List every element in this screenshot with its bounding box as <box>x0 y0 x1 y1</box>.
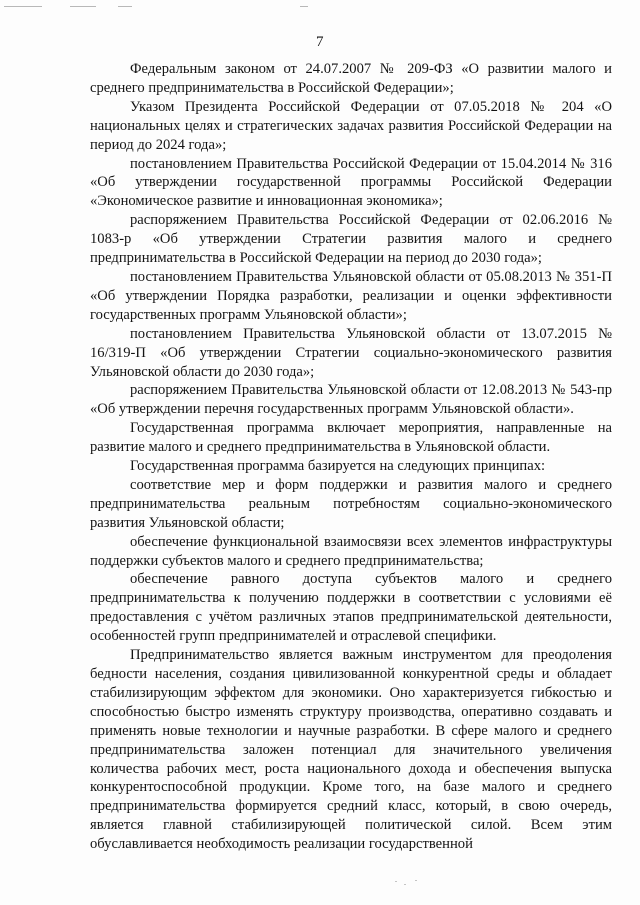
scan-artifact <box>4 6 42 7</box>
paragraph-regional-resolution-2013: постановлением Правительства Ульяновской области от 05.08.2013 № 351-П «Об утверждении Порядка разработки, реализации и оценки эффективности государственных программ Ульяновской области»; <box>90 268 612 323</box>
scan-artifact <box>415 880 417 881</box>
paragraph-program-activities: Государственная программа включает мероприятия, направленные на развитие малого и среднего предпринимательства в Ульяновской области. <box>90 420 612 456</box>
scan-artifact <box>300 6 308 7</box>
paragraph-federal-law: Федеральным законом от 24.07.2007 № 209-ФЗ «О развитии малого и среднего предпринимательства в Российской Федерации»; <box>90 61 612 96</box>
paragraph-principle-interconnection: обеспечение функциональной взаимосвязи всех элементов инфраструктуры поддержки субъектов малого и среднего предпринимательства; <box>90 533 612 569</box>
paragraph-regional-order-2013: распоряжением Правительства Ульяновской области от 12.08.2013 № 543-пр «Об утверждении перечня государственных программ Ульяновской области». <box>90 382 612 418</box>
document-body <box>90 60 612 854</box>
paragraph-government-resolution-2014: постановлением Правительства Российской Федерации от 15.04.2014 № 316 «Об утверждении государственной программы Российской Федерации «Экономическое развитие и инновационная экономика»; <box>90 155 612 210</box>
paragraph-principles-intro: Государственная программа базируется на следующих принципах: <box>130 458 546 475</box>
paragraph-government-order-2016: распоряжением Правительства Российской Федерации от 02.06.2016 № 1083-р «Об утверждении Стратегии развития малого и среднего предпринимательства в Российской Федерации на период до 2030 года»; <box>90 212 612 267</box>
scan-artifact <box>404 884 406 885</box>
paragraph-regional-resolution-2015: постановлением Правительства Ульяновской области от 13.07.2015 № 16/319-П «Об утверждении Стратегии социально-экономического развития Ульяновской области до 2030 года»; <box>90 325 612 380</box>
paragraph-principle-equal-access: обеспечение равного доступа субъектов малого и среднего предпринимательства к получению поддержки в соответствии с условиями её предоставления с учётом различных этапов предпринимательской деятельности, особенностей групп предпринимателей и отраслевой специфики. <box>90 571 612 645</box>
paragraph-principle-correspondence: соответствие мер и форм поддержки и развития малого и среднего предпринимательства реальным потребностям социально-экономического развития Ульяновской области; <box>90 476 612 531</box>
page-number: 7 <box>316 34 324 50</box>
scan-artifact <box>118 6 132 7</box>
paragraph-presidential-decree: Указом Президента Российской Федерации от 07.05.2018 № 204 «О национальных целях и стратегических задачах развития Российской Федерации на период до 2024 года»; <box>90 98 612 153</box>
scan-artifact <box>395 881 397 882</box>
scan-artifact <box>70 6 96 7</box>
paragraph-entrepreneurship-role: Предпринимательство является важным инструментом для преодоления бедности населения, создания цивилизованной конкурентной среды и обладает стабилизирующим эффектом для экономики. Оно характеризуется гибкостью и способностью быстро изменять структуру производства, оперативно создавать и применять новые технологии и научные разработки. В сфере малого и среднего предпринимательства заложен потенциал для значительного увеличения количества рабочих мест, роста национального дохода и обеспечения выпуска конкурентоспособной продукции. Кроме того, на базе малого и среднего предпринимательства формируется средний класс, который, в свою очередь, является главной стабилизирующей политической силой. Всем этим обуславливается необходимость реализации государственной <box>90 647 612 853</box>
